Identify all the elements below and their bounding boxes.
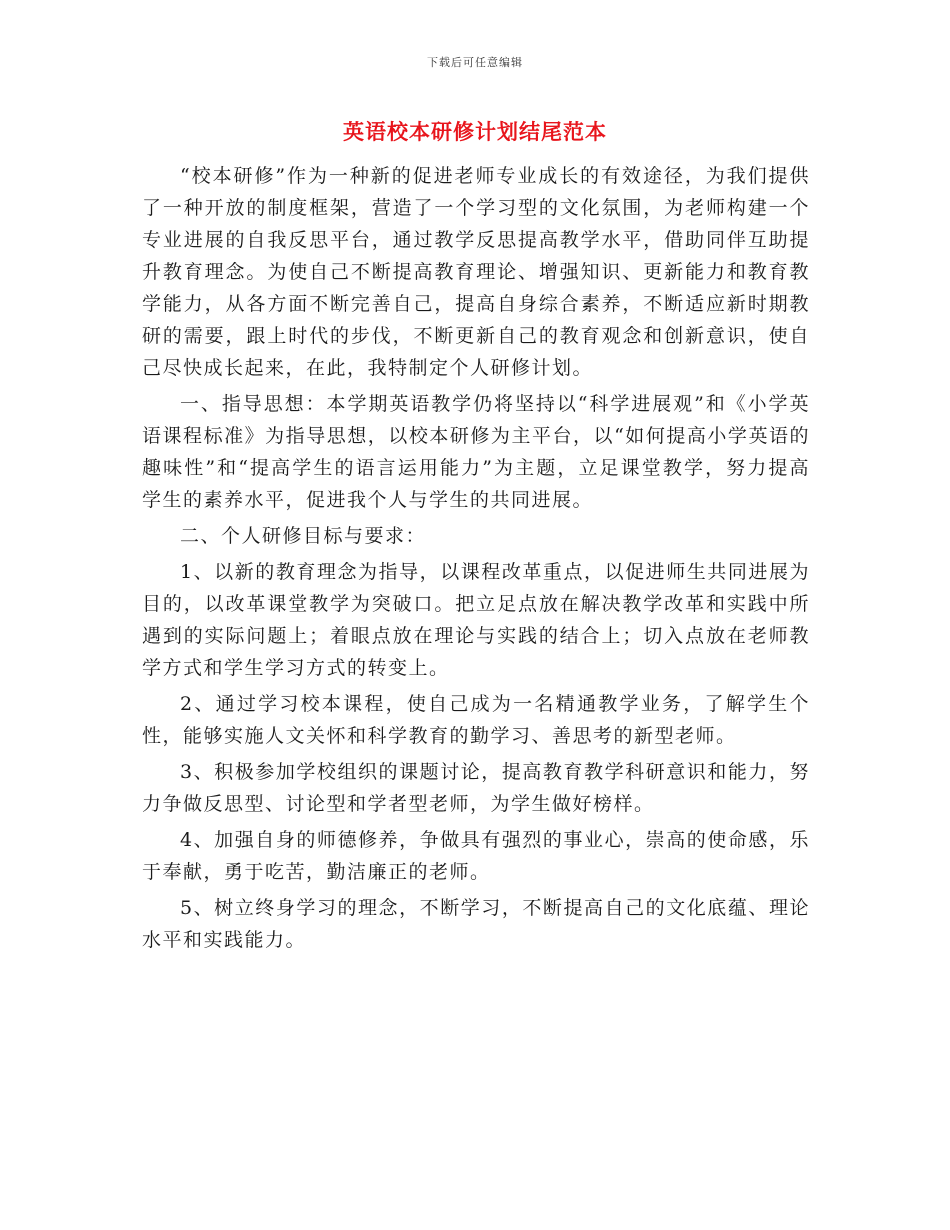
page-header-note: 下载后可任意编辑 — [427, 56, 523, 69]
document-title: 英语校本研修计划结尾范本 — [343, 119, 607, 144]
paragraph-intro: “校本研修”作为一种新的促进老师专业成长的有效途径，为我们提供了一种开放的制度框架，营造了一个学习型的文化氛围，为老师构建一个专业进展的自我反思平台，通过教学反思提高教学水平，借助同伴互助提升教育理念。为使自己不断提高教育理论、增强知识、更新能力和教育教学能力，从各方面不断完善自己，提高自身综合素养，不断适应新时期教研的需要，跟上时代的步伐，不断更新自己的教育观念和创新意识，使自己尽快成长起来，在此，我特制定个人研修计划。 — [142, 165, 810, 379]
paragraph-goal-4: 4、加强自身的师德修养，争做具有强烈的事业心，崇高的使命感，乐于奉献，勇于吃苦，勤洁廉正的老师。 — [142, 829, 810, 883]
paragraph-goal-1: 1、以新的教育理念为指导，以课程改革重点，以促进师生共同进展为目的，以改革课堂教学为突破口。把立足点放在解决教学改革和实践中所遇到的实际问题上；着眼点放在理论与实践的结合上；切入点放在老师教学方式和学生学习方式的转变上。 — [142, 561, 810, 679]
paragraph-guiding-thought: 一、指导思想：本学期英语教学仍将坚持以“科学进展观”和《小学英语课程标准》为指导思想，以校本研修为主平台，以“如何提高小学英语的趣味性”和“提高学生的语言运用能力”为主题，立足课堂教学，努力提高学生的素养水平，促进我个人与学生的共同进展。 — [142, 393, 810, 511]
paragraph-goals-heading: 二、个人研修目标与要求： — [180, 525, 427, 547]
document-body — [142, 160, 810, 956]
paragraph-goal-5: 5、树立终身学习的理念，不断学习，不断提高自己的文化底蕴、理论水平和实践能力。 — [142, 897, 810, 951]
paragraph-goal-2: 2、通过学习校本课程，使自己成为一名精通教学业务，了解学生个性，能够实施人文关怀和科学教育的勤学习、善思考的新型老师。 — [142, 693, 810, 747]
paragraph-goal-3: 3、积极参加学校组织的课题讨论，提高教育教学科研意识和能力，努力争做反思型、讨论型和学者型老师，为学生做好榜样。 — [142, 761, 810, 815]
